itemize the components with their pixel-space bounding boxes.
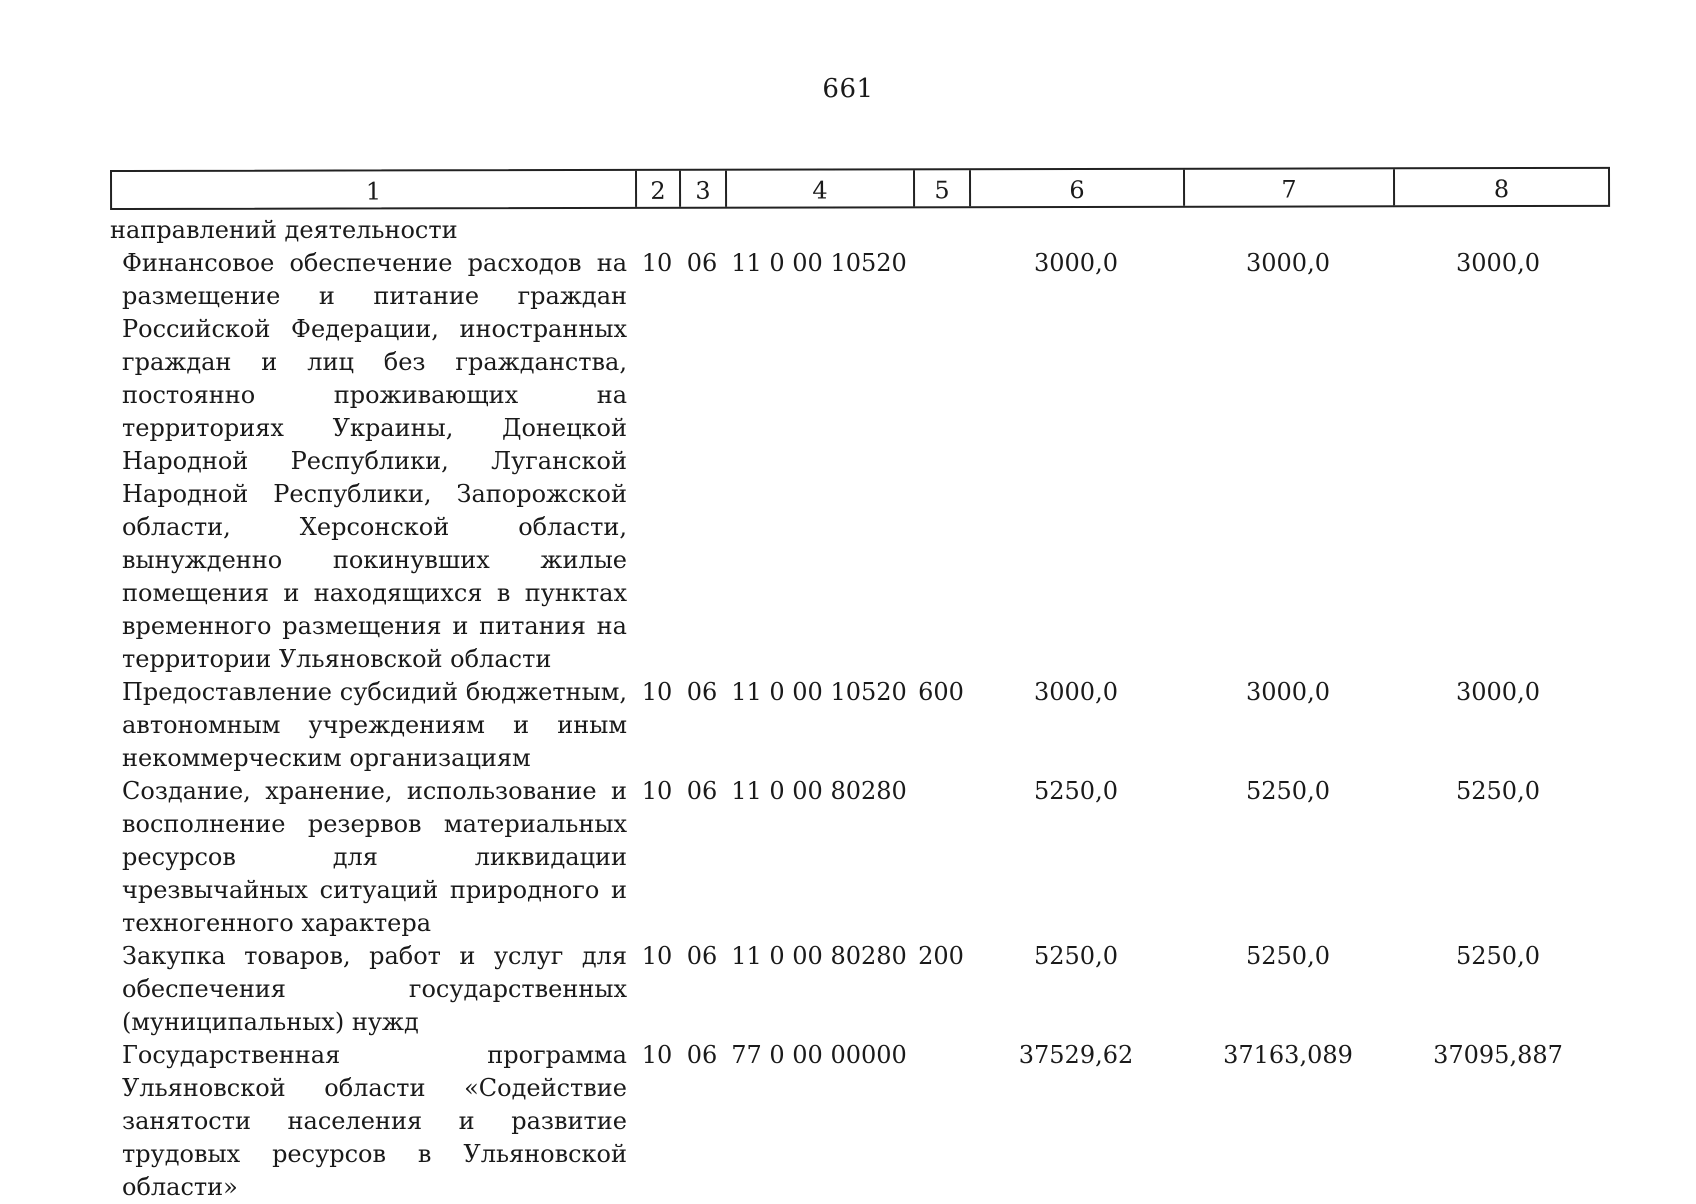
row-amount-7: 5250,0: [1246, 942, 1330, 970]
row-amount-6: 5250,0: [1034, 777, 1118, 805]
row-name: направлений деятельности: [110, 216, 458, 244]
row-amount-8: 3000,0: [1456, 249, 1540, 277]
row-amount-6: 37529,62: [1018, 1041, 1134, 1069]
table-row: [110, 247, 1610, 676]
row-subsection: 06: [686, 249, 718, 277]
table-row: [110, 940, 1610, 1039]
row-target-code: 11 0 00 80280: [731, 942, 907, 970]
header-col-5: 5: [915, 170, 971, 206]
row-amount-7: 37163,089: [1223, 1041, 1353, 1069]
row-section: 10: [641, 942, 673, 970]
table-row: [110, 1039, 1610, 1204]
row-amount-8: 5250,0: [1456, 777, 1540, 805]
table-row: [110, 214, 1610, 247]
header-col-2: 2: [637, 171, 681, 207]
row-subsection: 06: [686, 942, 718, 970]
row-section: 10: [641, 678, 673, 706]
row-amount-7: 3000,0: [1246, 249, 1330, 277]
row-target-code: 11 0 00 80280: [731, 777, 907, 805]
row-amount-8: 5250,0: [1456, 942, 1540, 970]
table-header: [110, 167, 1610, 210]
row-amount-7: 3000,0: [1246, 678, 1330, 706]
header-col-7: 7: [1185, 169, 1395, 205]
header-col-4: 4: [727, 170, 915, 206]
header-col-3: 3: [681, 171, 727, 207]
row-target-code: 77 0 00 00000: [731, 1041, 907, 1069]
row-expense-type: 200: [918, 942, 964, 970]
row-amount-8: 3000,0: [1456, 678, 1540, 706]
row-subsection: 06: [686, 1041, 718, 1069]
row-name: Закупка товаров, работ и услуг для обеспечения государственных (муниципальных) нужд: [122, 942, 627, 1036]
header-col-8: 8: [1493, 175, 1510, 204]
row-name: Финансовое обеспечение расходов на размещение и питание граждан Российской Федерации, иностранных граждан и лиц без гражданства, постоянно проживающих на территориях Украины, Донецкой Народной Республики, Луганской Народной Республики, Запорожской области, Херсонской области, вынужденно покинувших жилые помещения и находящихся в пунктах временного размещения и питания на территории Ульяновской области: [122, 249, 627, 673]
table-row: [110, 775, 1610, 940]
row-section: 10: [641, 777, 673, 805]
row-subsection: 06: [686, 777, 718, 805]
header-col-1: 1: [112, 171, 637, 208]
row-amount-7: 5250,0: [1246, 777, 1330, 805]
page-number: 661: [822, 74, 874, 104]
row-name: Государственная программа Ульяновской области «Содействие занятости населения и развитие трудовых ресурсов в Ульяновской области»: [122, 1041, 627, 1201]
row-subsection: 06: [686, 678, 718, 706]
table-body: [110, 214, 1610, 1204]
row-amount-8: 37095,887: [1433, 1041, 1563, 1069]
row-target-code: 11 0 00 10520: [731, 678, 907, 706]
row-section: 10: [641, 1041, 673, 1069]
row-amount-6: 3000,0: [1034, 249, 1118, 277]
row-section: 10: [641, 249, 673, 277]
row-target-code: 11 0 00 10520: [731, 249, 907, 277]
header-col-6: 6: [971, 170, 1185, 206]
row-amount-6: 5250,0: [1034, 942, 1118, 970]
row-name: Создание, хранение, использование и восполнение резервов материальных ресурсов для ликвидации чрезвычайных ситуаций природного и техногенного характера: [122, 777, 627, 937]
row-amount-6: 3000,0: [1034, 678, 1118, 706]
table-row: [110, 676, 1610, 775]
row-name: Предоставление субсидий бюджетным, автономным учреждениям и иным некоммерческим организациям: [122, 678, 627, 772]
row-expense-type: 600: [918, 678, 964, 706]
